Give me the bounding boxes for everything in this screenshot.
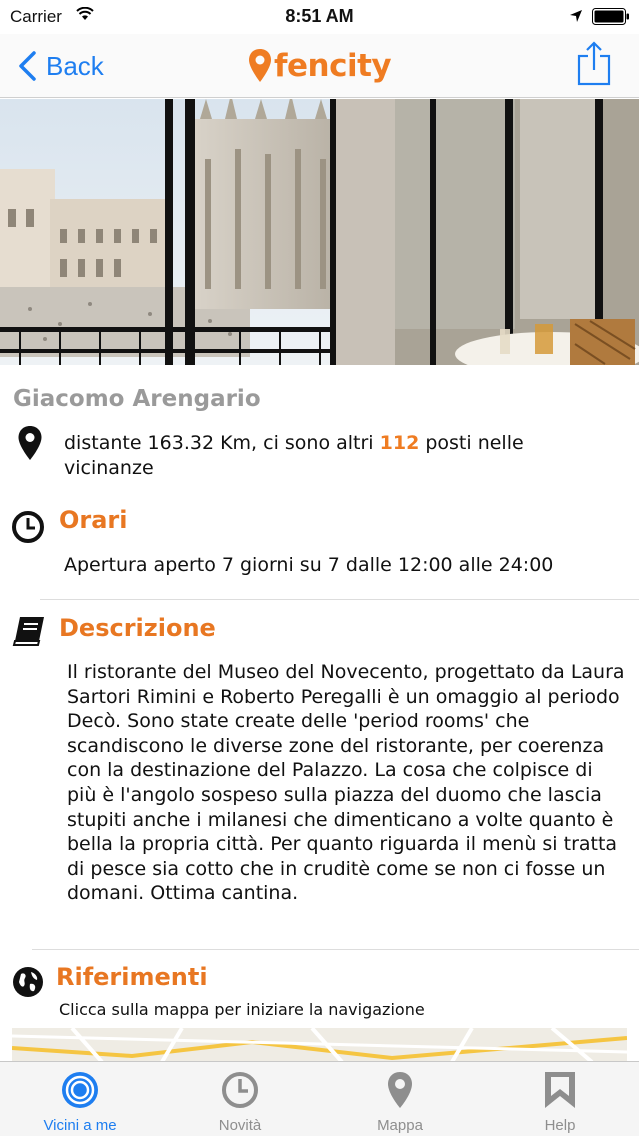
navigation-hint: Clicca sulla mappa per iniziare la navigazione [59, 1000, 425, 1019]
tab-novita[interactable] [160, 1062, 320, 1136]
description-heading: Descrizione [59, 614, 216, 642]
tab-mappa[interactable] [320, 1062, 480, 1136]
place-name: Giacomo Arengario [13, 386, 261, 412]
location-arrow-icon [569, 9, 583, 23]
clock-icon [11, 510, 45, 544]
divider [32, 949, 639, 950]
tab-bar [0, 1061, 639, 1136]
bookmark-icon [540, 1070, 580, 1110]
globe-icon [12, 966, 44, 998]
tab-help[interactable] [480, 1062, 639, 1136]
location-pin-icon [17, 425, 43, 461]
tab-label: Mappa [377, 1117, 423, 1134]
carrier-label: Carrier [10, 7, 62, 26]
battery-icon [592, 8, 630, 25]
map-view[interactable] [12, 1028, 627, 1062]
share-icon[interactable] [577, 40, 611, 86]
hours-heading: Orari [59, 506, 128, 534]
tab-vicini-a-me[interactable] [0, 1062, 160, 1136]
nearby-text: posti nelle [419, 432, 524, 454]
hours-text: Apertura aperto 7 giorni su 7 dalle 12:00 alle 24:00 [64, 554, 554, 576]
place-photo [0, 99, 639, 365]
references-heading: Riferimenti [56, 963, 208, 991]
nearby-text-continued: vicinanze [64, 457, 154, 479]
book-icon [12, 615, 46, 647]
back-button[interactable] [16, 48, 104, 84]
clock-time: 8:51 AM [285, 6, 354, 26]
tab-label: Vicini a me [43, 1117, 117, 1134]
nearby-count: 112 [379, 432, 420, 454]
status-bar [0, 0, 639, 34]
brand-name: fencity [274, 48, 392, 84]
back-label: Back [46, 50, 104, 81]
map-pin-icon [380, 1070, 420, 1110]
target-icon [60, 1070, 100, 1110]
chevron-left-icon [16, 50, 38, 82]
distance-text: distante 163.32 Km, ci sono altri [64, 432, 380, 454]
fencity-logo [248, 46, 391, 86]
navigation-bar [0, 34, 639, 98]
tab-label: Help [544, 1117, 576, 1134]
logo-pin-icon [248, 48, 272, 84]
clock-icon [220, 1070, 260, 1110]
distance-info [64, 431, 624, 481]
divider [40, 599, 639, 600]
description-text: Il ristorante del Museo del Novecento, progettato da Laura Sartori Rimini e Roberto Peregalli è un omaggio al periodo Decò. Sono state create delle 'period rooms' che scandiscono le diverse zone del ristorante, per coerenza con la destinazione del Palazzo. La cosa che colpisce di più è l'angolo sospeso sulla piazza del duomo che lascia stupiti anche i milanesi che dimenticano a volte quanto è bella la propria città. Per quanto riguarda il menù si tratta di pesce sia cotto che in cruditè come se non ci fosse un domani. Ottima cantina. [67, 661, 625, 905]
tab-label: Novità [218, 1117, 262, 1134]
